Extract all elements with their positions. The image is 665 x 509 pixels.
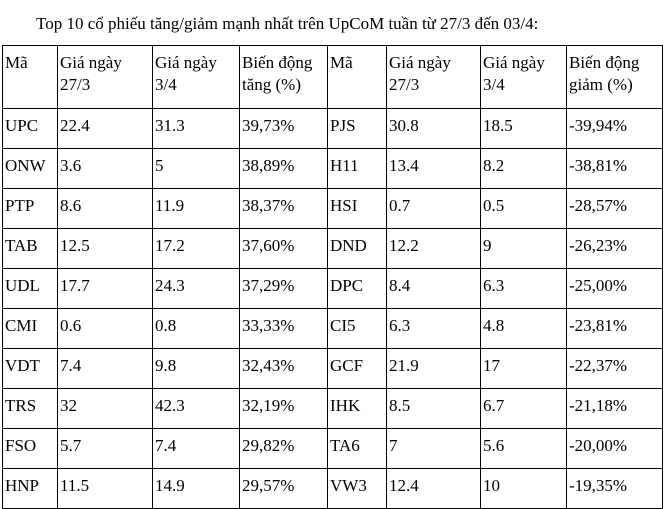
loss-code-cell: DND xyxy=(328,229,387,269)
gain-price-start-cell: 7.4 xyxy=(58,349,153,389)
header-line: 3/4 xyxy=(483,75,505,94)
gain-code-cell: UPC xyxy=(3,109,58,149)
header-loss-code: Mã xyxy=(328,46,387,109)
gain-change-cell: 29,82% xyxy=(240,429,328,469)
loss-code-cell: GCF xyxy=(328,349,387,389)
gain-code-cell: PTP xyxy=(3,189,58,229)
loss-price-start-cell: 8.5 xyxy=(387,389,481,429)
gain-price-end-cell: 17.2 xyxy=(153,229,240,269)
loss-code-cell: PJS xyxy=(328,109,387,149)
gain-change-cell: 38,37% xyxy=(240,189,328,229)
loss-price-start-cell: 12.2 xyxy=(387,229,481,269)
gain-code-cell: VDT xyxy=(3,349,58,389)
loss-code-cell: IHK xyxy=(328,389,387,429)
stock-movers-table xyxy=(2,45,663,509)
gain-change-cell: 37,29% xyxy=(240,269,328,309)
header-line: 27/3 xyxy=(60,75,91,94)
gain-price-start-cell: 8.6 xyxy=(58,189,153,229)
gain-change-cell: 32,19% xyxy=(240,389,328,429)
gain-change-cell: 37,60% xyxy=(240,229,328,269)
loss-price-start-cell: 13.4 xyxy=(387,149,481,189)
loss-change-cell: -21,18% xyxy=(567,389,663,429)
loss-change-cell: -25,00% xyxy=(567,269,663,309)
loss-price-end-cell: 5.6 xyxy=(481,429,567,469)
loss-change-cell: -20,00% xyxy=(567,429,663,469)
gain-price-end-cell: 7.4 xyxy=(153,429,240,469)
header-line: Giá ngày xyxy=(389,53,451,72)
gain-price-end-cell: 24.3 xyxy=(153,269,240,309)
loss-price-end-cell: 17 xyxy=(481,349,567,389)
table-row xyxy=(3,269,663,309)
loss-price-end-cell: 10 xyxy=(481,469,567,509)
table-row xyxy=(3,149,663,189)
loss-change-cell: -19,35% xyxy=(567,469,663,509)
loss-price-end-cell: 9 xyxy=(481,229,567,269)
gain-price-start-cell: 22.4 xyxy=(58,109,153,149)
loss-code-cell: H11 xyxy=(328,149,387,189)
loss-code-cell: CI5 xyxy=(328,309,387,349)
gain-change-cell: 39,73% xyxy=(240,109,328,149)
gain-price-end-cell: 14.9 xyxy=(153,469,240,509)
gain-price-end-cell: 31.3 xyxy=(153,109,240,149)
header-loss-change xyxy=(567,46,663,109)
gain-code-cell: CMI xyxy=(3,309,58,349)
gain-code-cell: HNP xyxy=(3,469,58,509)
loss-change-cell: -22,37% xyxy=(567,349,663,389)
loss-price-start-cell: 7 xyxy=(387,429,481,469)
gain-code-cell: ONW xyxy=(3,149,58,189)
loss-price-end-cell: 4.8 xyxy=(481,309,567,349)
gain-code-cell: TRS xyxy=(3,389,58,429)
gain-change-cell: 33,33% xyxy=(240,309,328,349)
header-row xyxy=(3,46,663,109)
gain-price-start-cell: 12.5 xyxy=(58,229,153,269)
loss-price-end-cell: 8.2 xyxy=(481,149,567,189)
loss-price-end-cell: 6.7 xyxy=(481,389,567,429)
table-body xyxy=(3,109,663,509)
gain-price-end-cell: 5 xyxy=(153,149,240,189)
table-row xyxy=(3,389,663,429)
gain-change-cell: 38,89% xyxy=(240,149,328,189)
gain-price-start-cell: 11.5 xyxy=(58,469,153,509)
loss-change-cell: -23,81% xyxy=(567,309,663,349)
gain-price-start-cell: 3.6 xyxy=(58,149,153,189)
loss-change-cell: -28,57% xyxy=(567,189,663,229)
loss-change-cell: -38,81% xyxy=(567,149,663,189)
gain-code-cell: FSO xyxy=(3,429,58,469)
loss-price-end-cell: 18.5 xyxy=(481,109,567,149)
table-row xyxy=(3,189,663,229)
table-row xyxy=(3,349,663,389)
gain-price-start-cell: 17.7 xyxy=(58,269,153,309)
header-gain-change xyxy=(240,46,328,109)
gain-price-start-cell: 32 xyxy=(58,389,153,429)
header-gain-price-end xyxy=(153,46,240,109)
gain-price-end-cell: 9.8 xyxy=(153,349,240,389)
table-row xyxy=(3,469,663,509)
header-gain-code: Mã xyxy=(3,46,58,109)
gain-price-end-cell: 0.8 xyxy=(153,309,240,349)
loss-price-end-cell: 6.3 xyxy=(481,269,567,309)
gain-code-cell: TAB xyxy=(3,229,58,269)
header-line: Giá ngày xyxy=(155,53,217,72)
header-line: Biến động xyxy=(569,53,640,72)
header-loss-price-end xyxy=(481,46,567,109)
loss-code-cell: TA6 xyxy=(328,429,387,469)
loss-price-start-cell: 21.9 xyxy=(387,349,481,389)
loss-code-cell: VW3 xyxy=(328,469,387,509)
loss-code-cell: HSI xyxy=(328,189,387,229)
header-gain-price-start xyxy=(58,46,153,109)
table-row xyxy=(3,229,663,269)
loss-price-start-cell: 6.3 xyxy=(387,309,481,349)
header-line: 3/4 xyxy=(155,75,177,94)
table-row xyxy=(3,429,663,469)
header-line: 27/3 xyxy=(389,75,420,94)
table-header xyxy=(3,46,663,109)
gain-price-end-cell: 42.3 xyxy=(153,389,240,429)
loss-price-start-cell: 12.4 xyxy=(387,469,481,509)
header-line: Biến động xyxy=(242,53,313,72)
header-line: giảm (%) xyxy=(569,75,633,94)
gain-change-cell: 32,43% xyxy=(240,349,328,389)
gain-change-cell: 29,57% xyxy=(240,469,328,509)
header-loss-price-start xyxy=(387,46,481,109)
loss-change-cell: -39,94% xyxy=(567,109,663,149)
loss-price-end-cell: 0.5 xyxy=(481,189,567,229)
gain-code-cell: UDL xyxy=(3,269,58,309)
loss-price-start-cell: 8.4 xyxy=(387,269,481,309)
table-row xyxy=(3,109,663,149)
table-row xyxy=(3,309,663,349)
gain-price-start-cell: 5.7 xyxy=(58,429,153,469)
header-line: Giá ngày xyxy=(483,53,545,72)
gain-price-start-cell: 0.6 xyxy=(58,309,153,349)
gain-price-end-cell: 11.9 xyxy=(153,189,240,229)
loss-change-cell: -26,23% xyxy=(567,229,663,269)
table-caption: Top 10 cổ phiếu tăng/giảm mạnh nhất trên UpCoM tuần từ 27/3 đến 03/4: xyxy=(36,14,539,33)
header-line: tăng (%) xyxy=(242,75,302,94)
loss-price-start-cell: 0.7 xyxy=(387,189,481,229)
loss-price-start-cell: 30.8 xyxy=(387,109,481,149)
loss-code-cell: DPC xyxy=(328,269,387,309)
header-line: Giá ngày xyxy=(60,53,122,72)
